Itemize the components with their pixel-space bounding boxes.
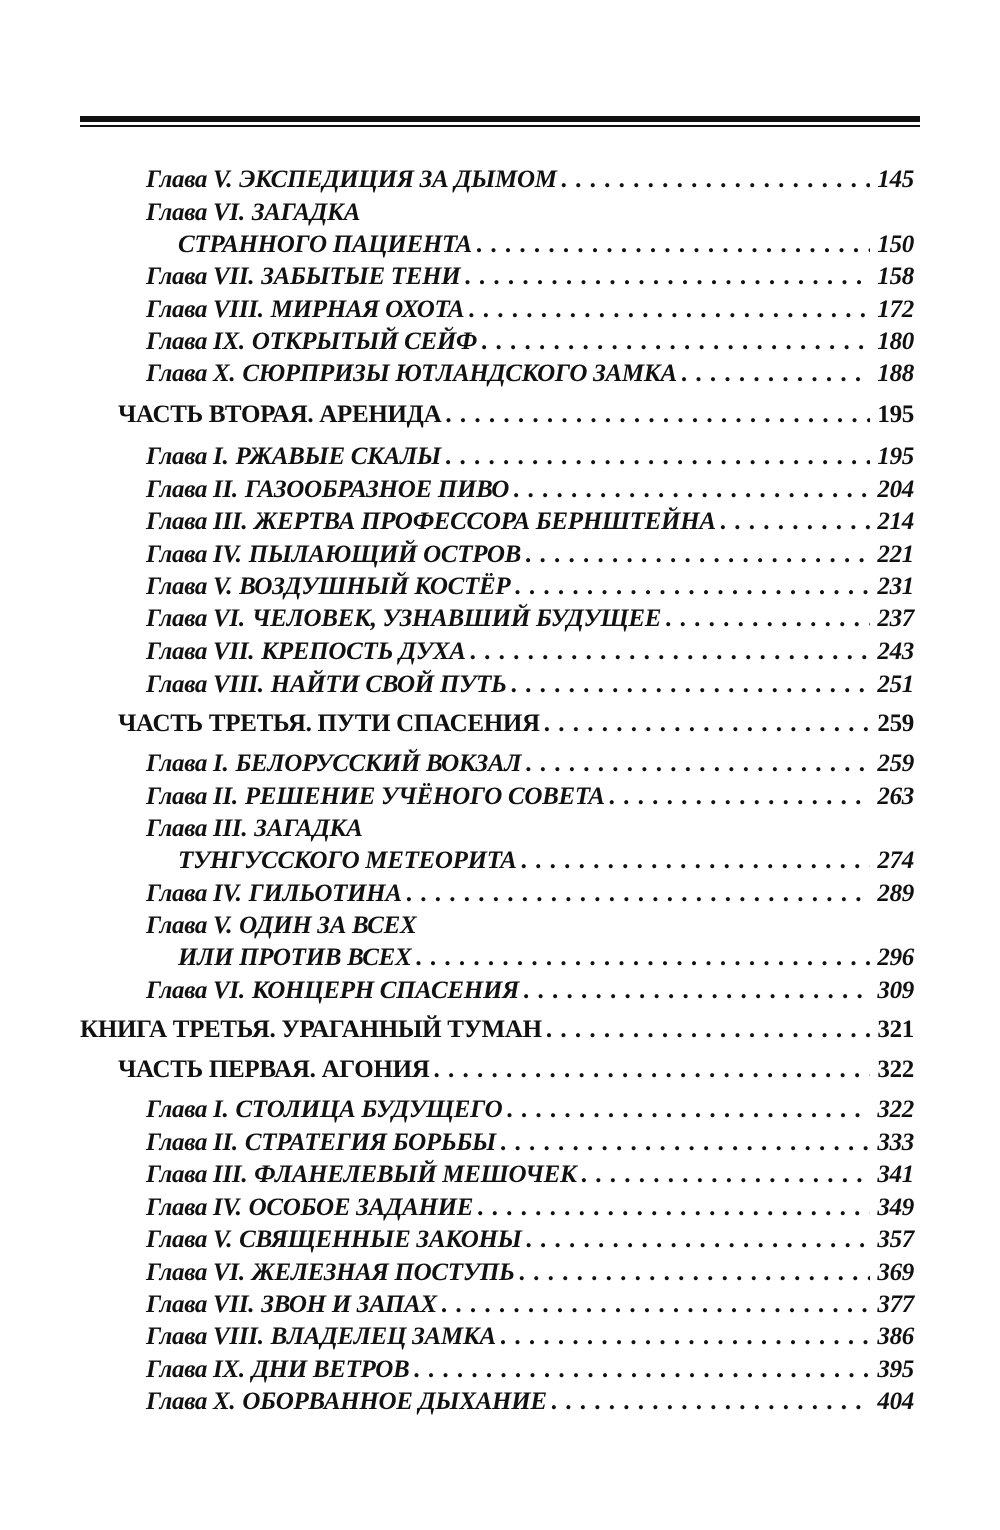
chapter-number: Глава VIII.: [146, 296, 264, 323]
leader-dots: [500, 1321, 870, 1353]
chapter-number: Глава II.: [146, 783, 238, 810]
toc-entry: [0, 1094, 1000, 1126]
toc-entry: [0, 474, 1000, 506]
chapter-title: ЗАГАДКА: [254, 815, 363, 842]
leader-dots: [464, 261, 870, 293]
chapter-number: Глава IV.: [146, 1194, 242, 1221]
leader-dots: [500, 1127, 870, 1159]
leader-dots: [551, 1386, 870, 1418]
page-number: 309: [877, 977, 914, 1004]
page-number: 158: [877, 263, 914, 290]
toc-entry: [0, 1386, 1000, 1418]
chapter-title: ЭКСПЕДИЦИЯ ЗА ДЫМОМ: [239, 166, 557, 193]
chapter-title: ЗАГАДКА: [251, 199, 361, 226]
toc-entry: [0, 636, 1000, 668]
leader-dots: [477, 1192, 870, 1224]
leader-dots: [441, 1289, 870, 1321]
leader-dots: [681, 358, 870, 390]
toc-entry: [0, 1257, 1000, 1289]
page-number: 263: [877, 783, 914, 810]
toc-entry: [0, 326, 1000, 358]
chapter-title: ЗВОН И ЗАПАХ: [261, 1291, 437, 1318]
chapter-title: ФЛАНЕЛЕВЫЙ МЕШОЧЕК: [254, 1161, 577, 1188]
page-number: 349: [877, 1194, 914, 1221]
chapter-number: Глава III.: [146, 1161, 248, 1188]
leader-dots: [581, 1159, 870, 1191]
page-number: 150: [877, 231, 914, 258]
leader-dots: [720, 506, 870, 538]
page-number: 145: [877, 166, 914, 193]
chapter-number: Глава VI.: [146, 199, 245, 226]
toc-entry: [0, 1354, 1000, 1386]
toc-entry: [0, 669, 1000, 701]
toc-entry: [0, 603, 1000, 635]
page-number: 333: [877, 1129, 914, 1156]
chapter-number: Глава VI.: [146, 977, 245, 1004]
toc-entry: [0, 1289, 1000, 1321]
toc-entry: [0, 975, 1000, 1007]
page-number: 214: [877, 508, 914, 535]
page-number: 386: [877, 1323, 914, 1350]
toc-entry: [0, 261, 1000, 293]
chapter-number: Глава VI.: [146, 605, 245, 632]
chapter-number: Глава II.: [146, 476, 238, 503]
chapter-number: Глава VII.: [146, 1291, 255, 1318]
chapter-number: Глава III.: [146, 508, 248, 535]
toc-entry: [0, 1321, 1000, 1353]
chapter-number: Глава VIII.: [146, 1323, 264, 1350]
chapter-title: ВОЗДУШНЫЙ КОСТЁР: [239, 573, 511, 600]
leader-dots: [445, 441, 870, 473]
part-title: ЧАСТЬ ТРЕТЬЯ. ПУТИ СПАСЕНИЯ: [118, 710, 540, 737]
chapter-title: ОБОРВАННОЕ ДЫХАНИЕ: [242, 1388, 547, 1415]
leader-dots: [434, 1054, 871, 1086]
page-number: 251: [877, 671, 914, 698]
chapter-number: Глава V.: [146, 912, 233, 939]
chapter-number: Глава I.: [146, 443, 229, 470]
toc-part-heading: [0, 1054, 1000, 1086]
page-number: 321: [877, 1016, 914, 1043]
book-title: КНИГА ТРЕТЬЯ. УРАГАННЫЙ ТУМАН: [80, 1016, 542, 1043]
chapter-number: Глава VII.: [146, 263, 255, 290]
toc-entry: [0, 571, 1000, 603]
toc-entry: [0, 539, 1000, 571]
leader-dots: [506, 1094, 870, 1126]
chapter-number: Глава X.: [146, 1388, 236, 1415]
leader-dots: [546, 1014, 870, 1046]
chapter-title: ОДИН ЗА ВСЕХ: [239, 912, 417, 939]
leader-dots: [525, 539, 870, 571]
chapter-number: Глава V.: [146, 1226, 233, 1253]
page-number: 341: [877, 1161, 914, 1188]
page-number: 296: [877, 944, 914, 971]
chapter-title: СТОЛИЦА БУДУЩЕГО: [235, 1096, 503, 1123]
chapter-title: ЧЕЛОВЕК, УЗНАВШИЙ БУДУЩЕЕ: [251, 605, 662, 632]
chapter-title: ВЛАДЕЛЕЦ ЗАМКА: [270, 1323, 496, 1350]
chapter-title: БЕЛОРУССКИЙ ВОКЗАЛ: [235, 750, 522, 777]
chapter-title: КОНЦЕРН СПАСЕНИЯ: [251, 977, 520, 1004]
chapter-title: СТРАТЕГИЯ БОРЬБЫ: [244, 1129, 496, 1156]
leader-dots: [525, 748, 870, 780]
leader-dots: [481, 326, 870, 358]
page-number: 274: [877, 847, 914, 874]
toc-entry: [0, 294, 1000, 326]
toc-entry: [0, 910, 1000, 971]
chapter-title: ПЫЛАЮЩИЙ ОСТРОВ: [248, 541, 521, 568]
page-number: 322: [877, 1096, 914, 1123]
part-title: ЧАСТЬ ВТОРАЯ. АРЕНИДА: [118, 401, 442, 428]
leader-dots: [514, 571, 870, 603]
leader-dots: [609, 781, 870, 813]
leader-dots: [415, 942, 870, 974]
chapter-number: Глава IX.: [146, 1356, 245, 1383]
leader-dots: [561, 164, 870, 196]
leader-dots: [544, 708, 870, 740]
chapter-number: Глава III.: [146, 815, 248, 842]
chapter-title: ГАЗООБРАЗНОЕ ПИВО: [244, 476, 510, 503]
chapter-number: Глава II.: [146, 1129, 238, 1156]
toc-entry: [0, 358, 1000, 390]
page-number: 289: [877, 880, 914, 907]
chapter-title: ОСОБОЕ ЗАДАНИЕ: [248, 1194, 474, 1221]
leader-dots: [468, 294, 870, 326]
chapter-number: Глава X.: [146, 360, 236, 387]
chapter-title-continued: СТРАННОГО ПАЦИЕНТА: [178, 231, 472, 258]
toc-entry: [0, 781, 1000, 813]
leader-dots: [445, 399, 870, 431]
page-number: 259: [877, 710, 914, 737]
leader-dots: [519, 1257, 870, 1289]
toc-entry: [0, 197, 1000, 258]
page-number: 395: [877, 1356, 914, 1383]
leader-dots: [470, 636, 870, 668]
page-number: 180: [877, 328, 914, 355]
toc-entry: [0, 441, 1000, 473]
chapter-title-continued: ТУНГУССКОГО МЕТЕОРИТА: [178, 847, 517, 874]
toc-entry: [0, 1224, 1000, 1256]
chapter-number: Глава I.: [146, 750, 229, 777]
toc-entry: [0, 1127, 1000, 1159]
page-number: 204: [877, 476, 914, 503]
page-number: 357: [877, 1226, 914, 1253]
toc-entry: [0, 164, 1000, 196]
chapter-number: Глава VIII.: [146, 671, 264, 698]
chapter-title: РЖАВЫЕ СКАЛЫ: [235, 443, 441, 470]
chapter-number: Глава I.: [146, 1096, 229, 1123]
page-number: 172: [877, 296, 914, 323]
leader-dots: [511, 669, 870, 701]
chapter-title: ЖЕЛЕЗНАЯ ПОСТУПЬ: [251, 1259, 515, 1286]
chapter-number: Глава IX.: [146, 328, 245, 355]
chapter-title-continued: ИЛИ ПРОТИВ ВСЕХ: [178, 944, 412, 971]
page-number: 369: [877, 1259, 914, 1286]
leader-dots: [523, 975, 870, 1007]
chapter-number: Глава VI.: [146, 1259, 245, 1286]
chapter-number: Глава V.: [146, 573, 233, 600]
page-number: 195: [877, 443, 914, 470]
toc-part-heading: [0, 399, 1000, 431]
page-number: 377: [877, 1291, 914, 1318]
chapter-number: Глава VII.: [146, 638, 255, 665]
leader-dots: [521, 845, 870, 877]
toc-book-heading: [0, 1014, 1000, 1046]
toc-entry: [0, 1192, 1000, 1224]
page-number: 231: [877, 573, 914, 600]
leader-dots: [476, 229, 870, 261]
chapter-title: ДНИ ВЕТРОВ: [251, 1356, 410, 1383]
page-number: 188: [877, 360, 914, 387]
leader-dots: [526, 1224, 870, 1256]
chapter-title: КРЕПОСТЬ ДУХА: [261, 638, 466, 665]
toc-part-heading: [0, 708, 1000, 740]
chapter-title: ЖЕРТВА ПРОФЕССОРА БЕРНШТЕЙНА: [254, 508, 716, 535]
chapter-title: ОТКРЫТЫЙ СЕЙФ: [251, 328, 477, 355]
toc-entry: [0, 506, 1000, 538]
leader-dots: [406, 878, 870, 910]
page-number: 195: [877, 401, 914, 428]
chapter-title: РЕШЕНИЕ УЧЁНОГО СОВЕТА: [244, 783, 605, 810]
chapter-number: Глава IV.: [146, 880, 242, 907]
page-number: 322: [877, 1056, 914, 1083]
page-number: 404: [877, 1388, 914, 1415]
chapter-title: ГИЛЬОТИНА: [248, 880, 402, 907]
page-number: 221: [877, 541, 914, 568]
toc-entry: [0, 813, 1000, 874]
page-number: 259: [877, 750, 914, 777]
part-title: ЧАСТЬ ПЕРВАЯ. АГОНИЯ: [118, 1056, 430, 1083]
chapter-title: ЗАБЫТЫЕ ТЕНИ: [261, 263, 461, 290]
leader-dots: [665, 603, 870, 635]
leader-dots: [413, 1354, 870, 1386]
chapter-title: МИРНАЯ ОХОТА: [270, 296, 465, 323]
toc-entry: [0, 1159, 1000, 1191]
page-number: 243: [877, 638, 914, 665]
chapter-title: НАЙТИ СВОЙ ПУТЬ: [270, 671, 507, 698]
chapter-number: Глава V.: [146, 166, 233, 193]
chapter-number: Глава IV.: [146, 541, 242, 568]
toc-entry: [0, 878, 1000, 910]
leader-dots: [513, 474, 870, 506]
toc-entry: [0, 748, 1000, 780]
chapter-title: СЮРПРИЗЫ ЮТЛАНДСКОГО ЗАМКА: [242, 360, 677, 387]
chapter-title: СВЯЩЕННЫЕ ЗАКОНЫ: [239, 1226, 522, 1253]
page-number: 237: [877, 605, 914, 632]
